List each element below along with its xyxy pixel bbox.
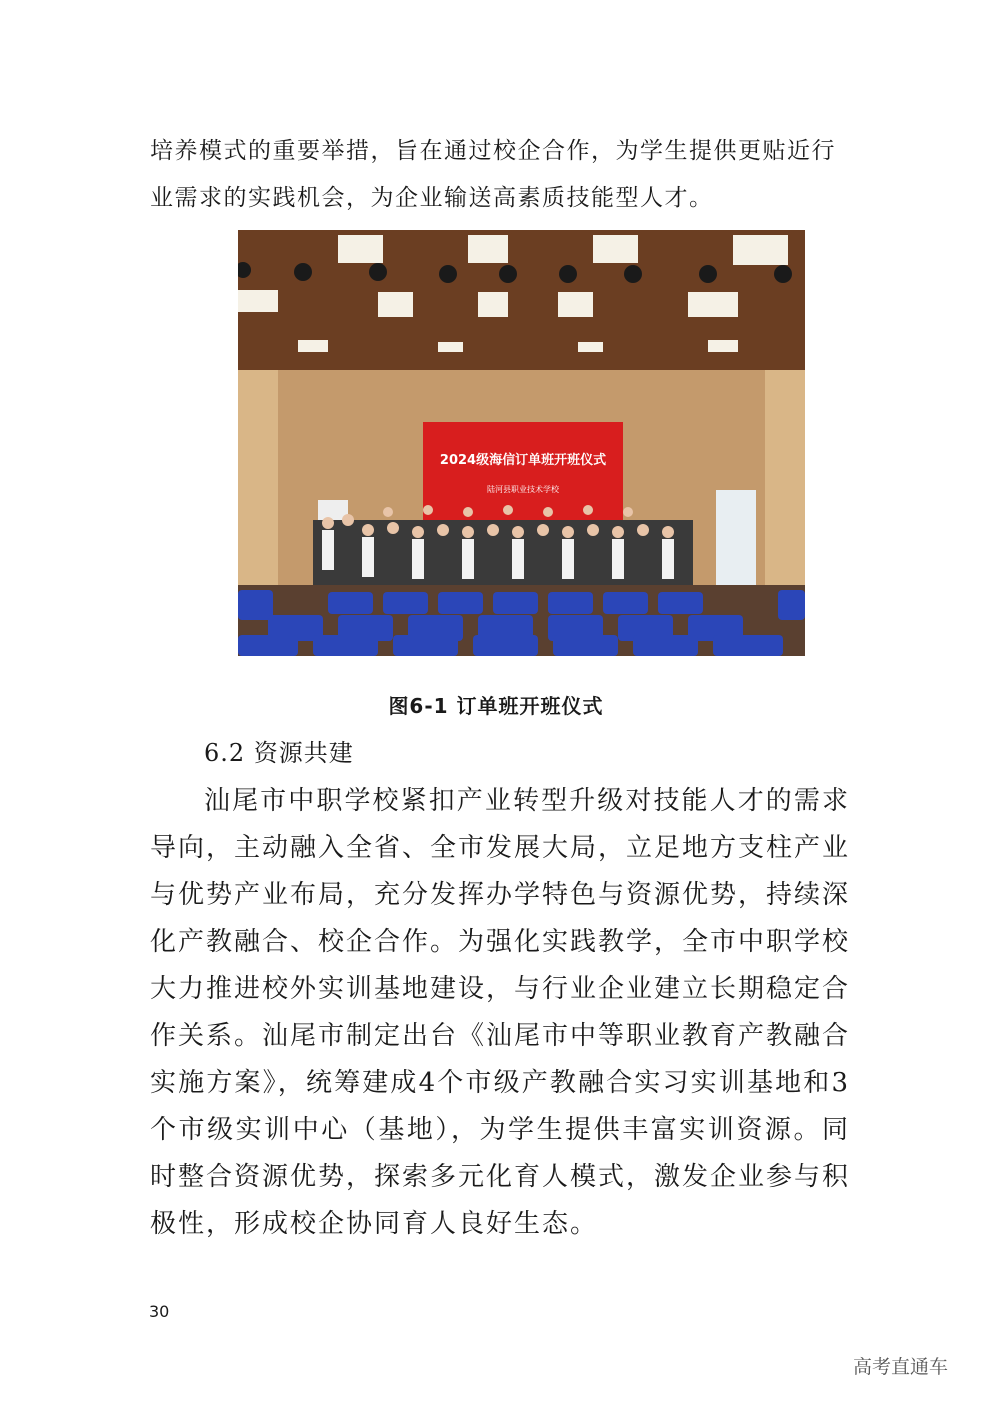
left-panel xyxy=(238,370,278,585)
right-door xyxy=(716,490,756,585)
body-paragraph: 汕尾市中职学校紧扣产业转型升级对技能人才的需求导向，主动融入全省、全市发展大局，立足地方支柱产业与优势产业布局，充分发挥办学特色与资源优势，持续深化产教融合、校企合作。为强化实践教学，全市中职学校大力推进校外实训基地建设，与行业企业建立长期稳定合作关系。汕尾市制定出台《汕尾市中等职业教育产教融合实施方案》，统筹建成4个市级产教融合实习实训基地和3个市级实训中心（基地），为学生提供丰富实训资源。同时整合资源优势，探索多元化育人模式，激发企业参与积极性，形成校企协同育人良好生态。 xyxy=(150,786,851,1239)
ceremony-photo xyxy=(238,230,805,656)
figure-caption: 图6-1 订单班开班仪式 xyxy=(388,694,604,718)
watermark: 高考直通车 xyxy=(853,1356,949,1378)
banner-subtitle: 陆河县职业技术学校 xyxy=(487,485,559,494)
right-panel xyxy=(765,370,805,585)
stage-screen xyxy=(423,422,623,522)
page-number: 30 xyxy=(149,1302,170,1321)
intro-paragraph: 培养模式的重要举措，旨在通过校企合作，为学生提供更贴近行业需求的实践机会，为企业输送高素质技能型人才。 xyxy=(150,138,836,211)
section-title: 6.2 资源共建 xyxy=(204,739,354,767)
ceremony-photo-illustration xyxy=(238,230,805,656)
banner-title: 2024级海信订单班开班仪式 xyxy=(439,453,607,468)
